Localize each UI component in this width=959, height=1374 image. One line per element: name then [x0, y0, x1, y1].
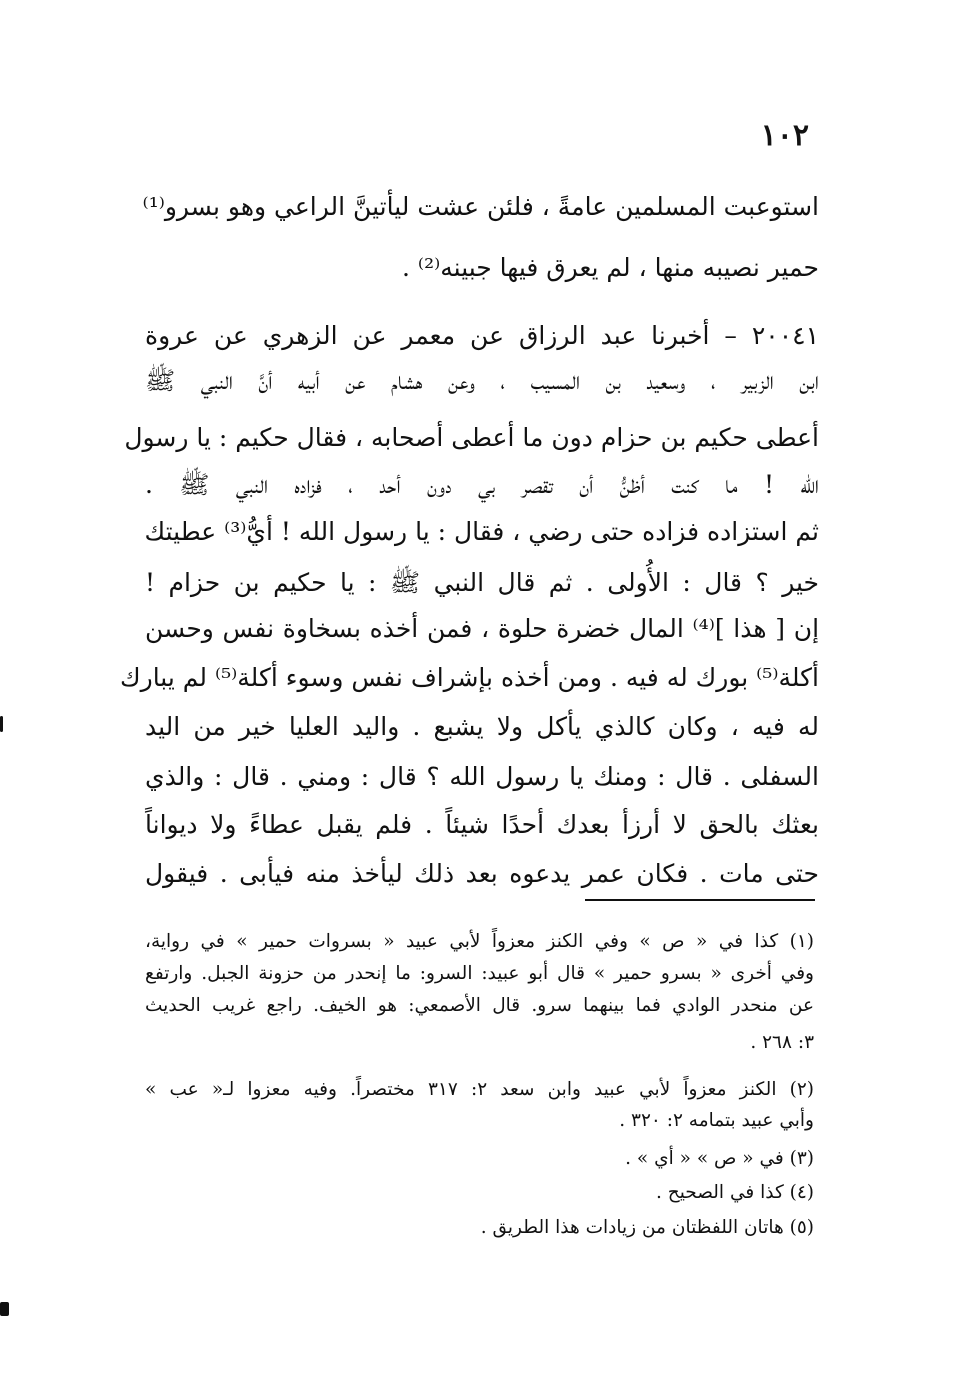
body-line: استوعبت المسلمين عامةً ، فلئن عشت ليأتينَّ الراعي وهو بسرو⁽¹⁾	[142, 192, 819, 221]
scan-mark	[0, 716, 3, 732]
hadith-line: السفلى . قال : ومنك يا رسول الله ؟ قال : ومني . قال : والذي	[145, 762, 819, 791]
hadith-line: أعطى حكيم بن حزام دون ما أعطى أصحابه ، فقال حكيم : يا رسول	[124, 423, 819, 452]
hadith-line: حتى مات . فكان عمر يدعوه بعد ذلك ليأخذ منه فيأبى . فيقول	[145, 859, 819, 888]
hadith-line: بعثك بالحق لا أرزأ بعدك أحدًا شيئاً . فلم يقبل عطاءً ولا ديواناً	[145, 810, 819, 839]
hadith-line: له فيه ، وكان كالذي يأكل ولا يشبع . واليد العليا خير من اليد	[145, 712, 819, 741]
footnote-line: (١) كذا في « ص » وفي الكنز معزواً لأبي عبيد « بسروات حمير » في رواية،	[145, 931, 814, 952]
footnote-line: وأبي عبيد بتمامه ٢: ٣٢٠ .	[619, 1110, 814, 1131]
footnote-5: (٥) هاتان اللفظتان من زيادات هذا الطريق .	[480, 1217, 814, 1238]
footnote-line: عن منحدر الوادي فما بينهما سرو. قال الأصمعي: هو الخيف. راجع غريب الحديث	[145, 995, 814, 1016]
scan-mark	[0, 1302, 9, 1316]
hadith-line: ثم استزاده فزاده حتى رضي ، فقال : يا رسول الله ! أيُّ⁽³⁾ عطيتك	[144, 517, 819, 546]
footnote-3: (٣) في « ص » « أي » .	[625, 1148, 814, 1169]
hadith-line: ابن الزبير ، وسعيد بن المسيب ، وعن هشام عن أبيه أنَّ النبي ﷺ	[145, 366, 819, 395]
page-number: ١٠٢	[760, 118, 809, 153]
hadith-line: خير ؟ قال : الأُولى . ثم قال النبي ﷺ : يا حكيم بن حزام !	[145, 568, 819, 597]
footnote-line: (٢) الكنز معزواً لأبي عبيد وابن سعد ٢: ٣١٧ مختصراً. وفيه معزوا لـ« عب »	[145, 1079, 814, 1100]
hadith-line: ٢٠٠٤١ – أخبرنا عبد الرزاق عن معمر عن الزهري عن عروة	[145, 321, 819, 350]
hadith-line: الله ! ما كنت أظنُّ أن تقصر بي دون أحد ، فزاده النبي ﷺ .	[145, 470, 819, 499]
footnote-4: (٤) كذا في الصحيح .	[656, 1182, 814, 1203]
footnote-line: وفي أخرى « بسرو حمير » قال أبو عبيد: السرو: ما إنحدر من حزونة الجبل. وارتفع	[145, 963, 814, 984]
footnote-line: ٣: ٢٦٨ .	[750, 1032, 814, 1053]
hadith-line: أكلة⁽⁵⁾ بورك له فيه . ومن أخذه بإشراف نفس وسوء أكلة⁽⁵⁾ لم يبارك	[120, 663, 819, 692]
body-line: حمير نصيبه منها ، لم يعرق فيها جبينه⁽²⁾ .	[402, 253, 819, 282]
hadith-line: إن [ هذا ]⁽⁴⁾ المال خضرة حلوة ، فمن أخذه بسخاوة نفس وحسن	[145, 614, 820, 643]
footnote-divider	[585, 899, 815, 901]
